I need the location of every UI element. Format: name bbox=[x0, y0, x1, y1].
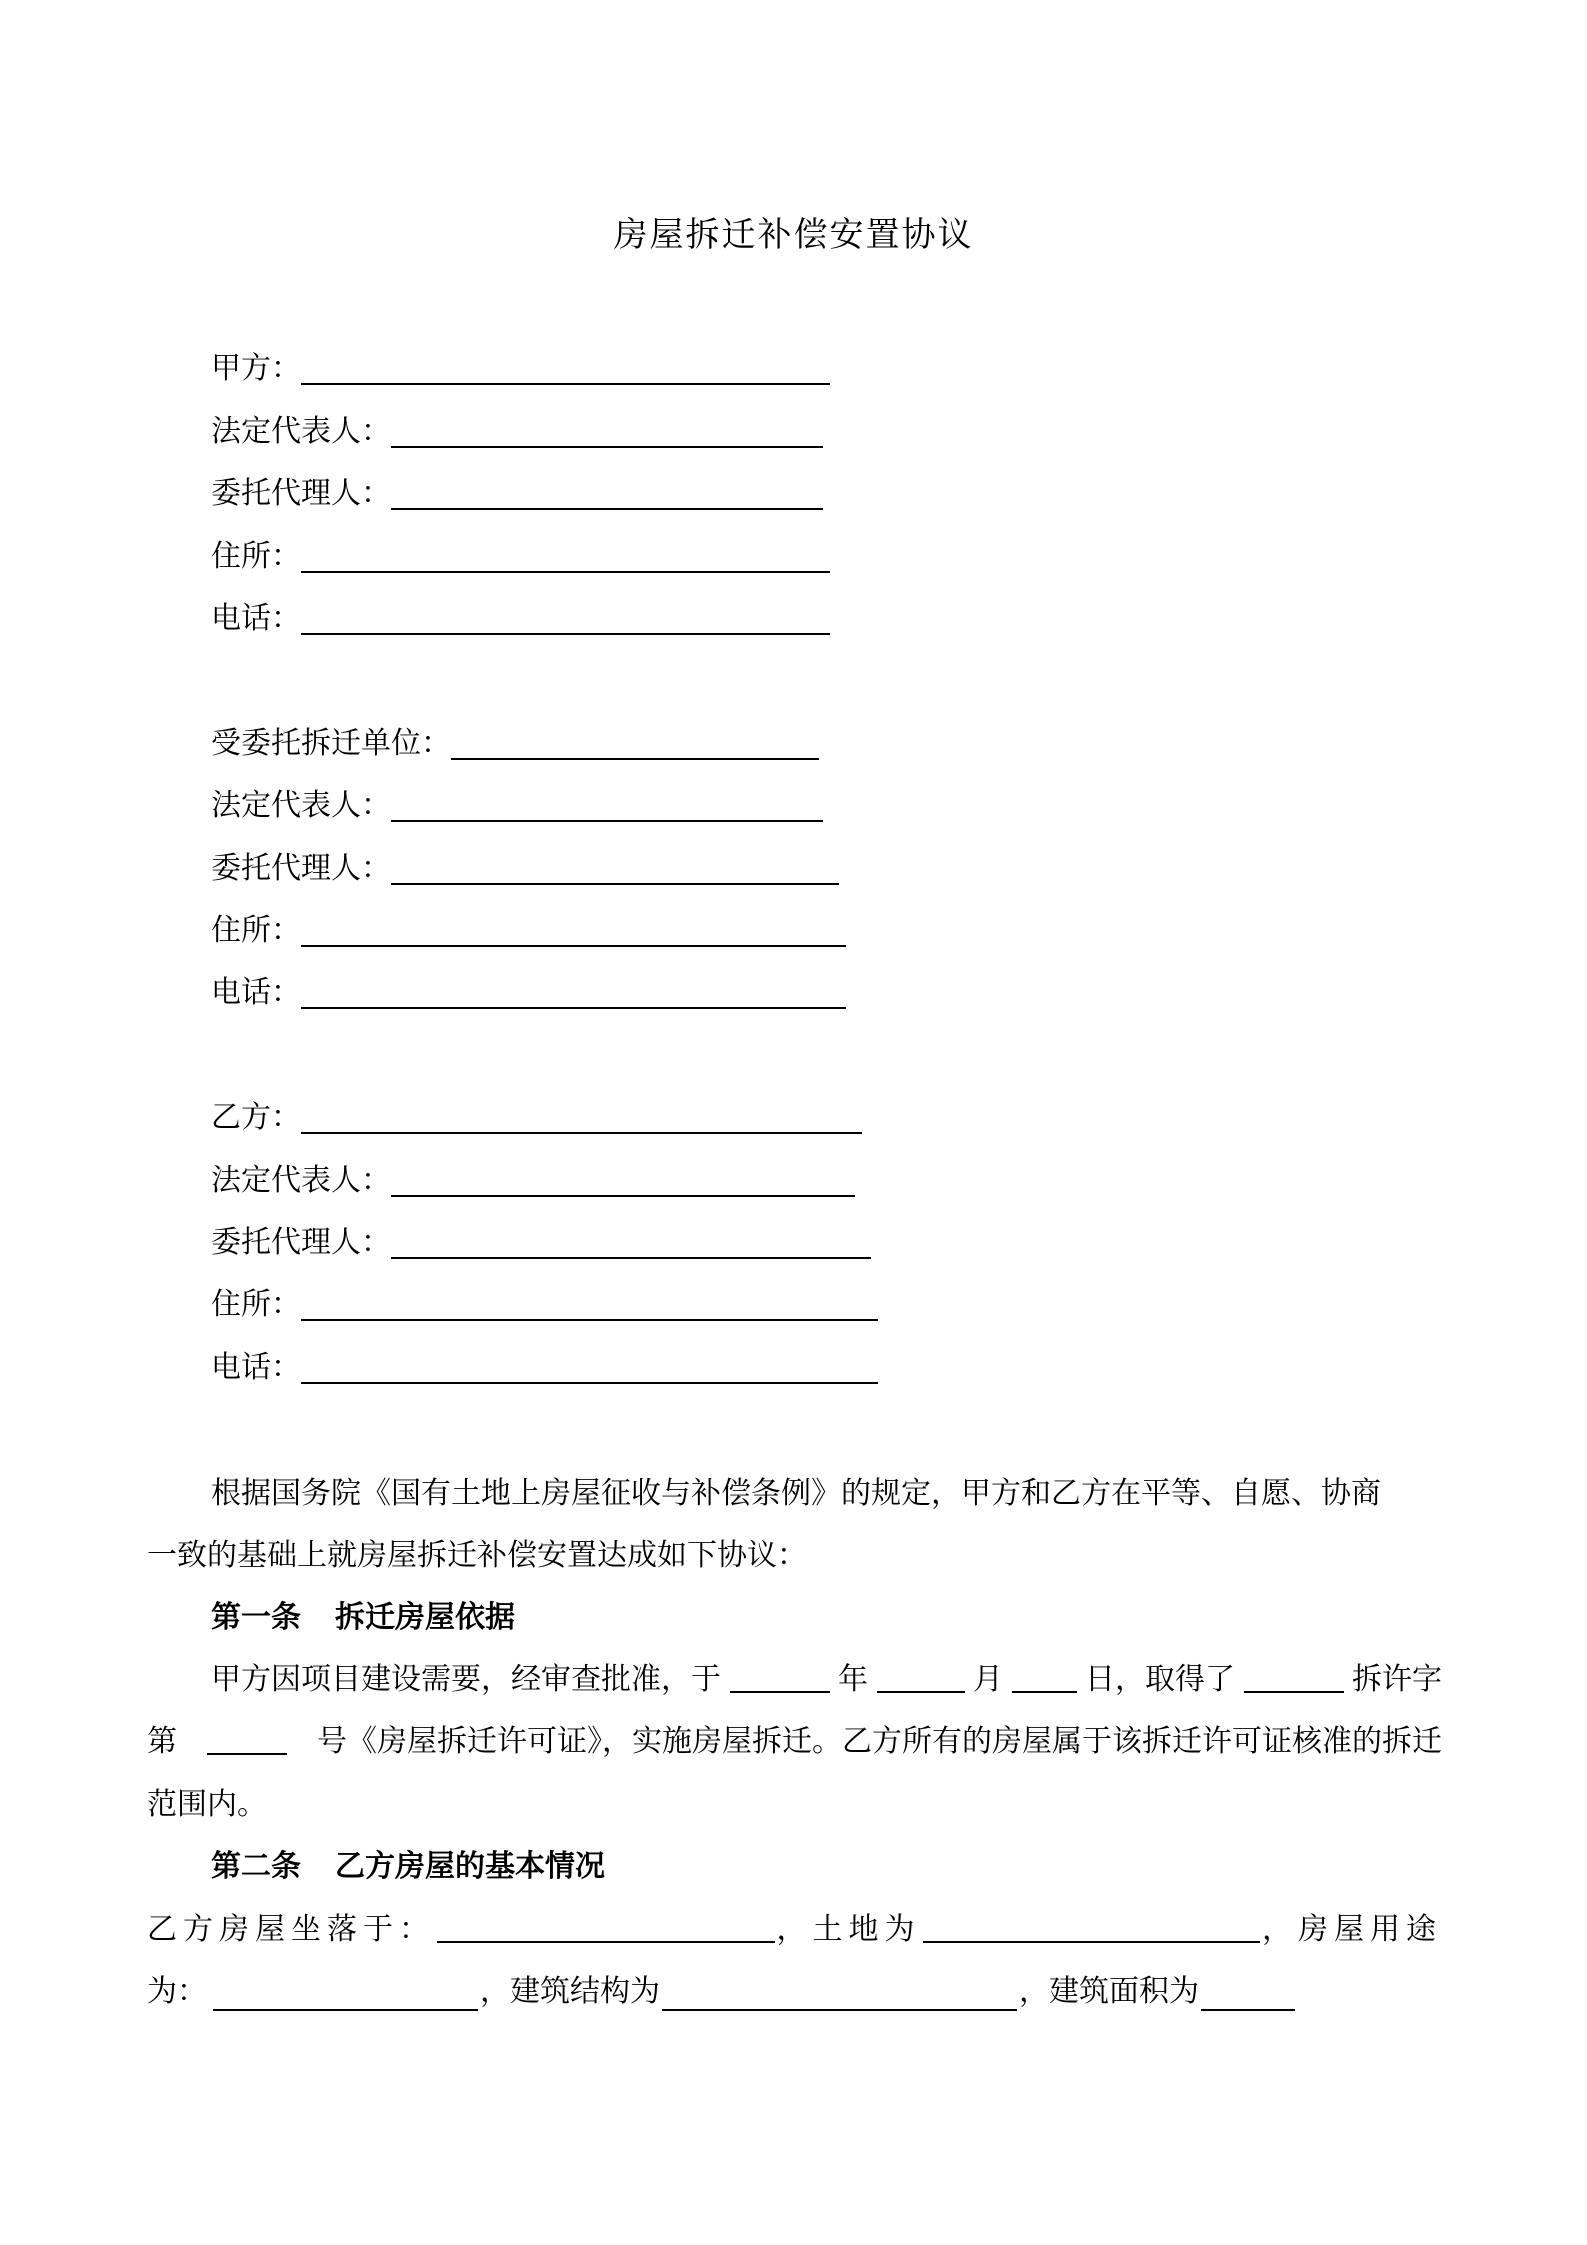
text: ，建筑结构为 bbox=[480, 1974, 660, 2009]
building-area-blank[interactable] bbox=[1201, 1979, 1295, 2011]
party-b-name-field[interactable] bbox=[301, 1132, 862, 1134]
party-b-address-row bbox=[211, 1284, 878, 1324]
field-label: 电话： bbox=[211, 601, 301, 636]
field-label: 法定代表人： bbox=[211, 414, 391, 449]
article-1-number: 第一条 bbox=[211, 1600, 301, 1635]
field-label: 住所： bbox=[211, 539, 301, 574]
field-label: 住所： bbox=[211, 1287, 301, 1322]
article-1-line-1 bbox=[211, 1661, 1442, 1699]
demolition-unit-agent-field[interactable] bbox=[391, 883, 839, 885]
demolition-unit-agent-row bbox=[211, 848, 839, 888]
permit-prefix-blank[interactable] bbox=[1244, 1661, 1344, 1693]
field-label: 电话： bbox=[211, 975, 301, 1010]
party-a-address-row bbox=[211, 536, 830, 576]
demolition-unit-address-row bbox=[211, 910, 846, 950]
text: 甲方因项目建设需要，经审查批准，于 bbox=[211, 1662, 721, 1697]
building-structure-blank[interactable] bbox=[662, 1979, 1017, 2011]
field-label: 受委托拆迁单位： bbox=[211, 726, 451, 761]
party-a-agent-row bbox=[211, 473, 823, 513]
party-a-legal-rep-row bbox=[211, 411, 823, 451]
article-1-heading bbox=[211, 1599, 1442, 1637]
field-label: 法定代表人： bbox=[211, 1163, 391, 1198]
party-b-address-field[interactable] bbox=[301, 1319, 878, 1321]
party-a-agent-field[interactable] bbox=[391, 508, 823, 510]
party-a-name-field[interactable] bbox=[301, 383, 830, 385]
field-label: 委托代理人： bbox=[211, 476, 391, 511]
party-b-phone-row bbox=[211, 1347, 878, 1387]
text: 日，取得了 bbox=[1085, 1662, 1235, 1697]
party-a-name-row bbox=[211, 348, 830, 388]
text: ，建筑面积为 bbox=[1019, 1974, 1199, 2009]
text: 第 bbox=[147, 1724, 177, 1759]
article-2-title: 乙方房屋的基本情况 bbox=[335, 1849, 605, 1884]
text: ，土地为 bbox=[776, 1912, 921, 1947]
demolition-unit-legal-rep-field[interactable] bbox=[391, 820, 823, 822]
field-label: 乙方： bbox=[211, 1100, 301, 1135]
field-label: 委托代理人： bbox=[211, 851, 391, 886]
approval-month-blank[interactable] bbox=[877, 1661, 965, 1693]
article-1-title: 拆迁房屋依据 bbox=[335, 1600, 515, 1635]
article-1-line-2 bbox=[147, 1723, 1442, 1761]
article-2-number: 第二条 bbox=[211, 1849, 301, 1884]
approval-day-blank[interactable] bbox=[1012, 1661, 1077, 1693]
demolition-unit-name-row bbox=[211, 723, 819, 763]
demolition-unit-legal-rep-row bbox=[211, 785, 823, 825]
text: 拆许字 bbox=[1352, 1662, 1442, 1697]
text: 年 bbox=[838, 1662, 868, 1697]
article-2-line-2 bbox=[147, 1973, 1442, 2011]
property-usage-blank[interactable] bbox=[213, 1979, 478, 2011]
party-a-phone-row bbox=[211, 598, 830, 638]
field-label: 住所： bbox=[211, 913, 301, 948]
party-b-agent-row bbox=[211, 1222, 871, 1262]
party-a-phone-field[interactable] bbox=[301, 633, 830, 635]
demolition-unit-phone-field[interactable] bbox=[301, 1007, 846, 1009]
approval-year-blank[interactable] bbox=[730, 1661, 830, 1693]
text: 乙方房屋坐落于： bbox=[147, 1912, 435, 1947]
party-a-address-field[interactable] bbox=[301, 571, 830, 573]
article-2-heading bbox=[211, 1848, 1442, 1886]
party-b-name-row bbox=[211, 1097, 862, 1137]
text: 为： bbox=[147, 1974, 207, 2009]
field-label: 法定代表人： bbox=[211, 788, 391, 823]
article-2-line-1 bbox=[147, 1911, 1442, 1949]
text: 月 bbox=[973, 1662, 1003, 1697]
party-a-legal-rep-field[interactable] bbox=[391, 446, 823, 448]
permit-number-blank[interactable] bbox=[207, 1723, 287, 1755]
text: ，房屋用途 bbox=[1262, 1912, 1442, 1947]
party-b-legal-rep-row bbox=[211, 1160, 855, 1200]
property-location-blank[interactable] bbox=[437, 1911, 775, 1943]
demolition-unit-name-field[interactable] bbox=[451, 758, 819, 760]
land-type-blank[interactable] bbox=[923, 1911, 1261, 1943]
document-title: 房屋拆迁补偿安置协议 bbox=[613, 215, 974, 255]
field-label: 甲方： bbox=[211, 351, 301, 386]
demolition-unit-address-field[interactable] bbox=[301, 945, 846, 947]
demolition-unit-phone-row bbox=[211, 972, 846, 1012]
article-1-line-3: 范围内。 bbox=[147, 1787, 267, 1822]
field-label: 电话： bbox=[211, 1350, 301, 1385]
preamble-line-2: 一致的基础上就房屋拆迁补偿安置达成如下协议： bbox=[147, 1538, 807, 1573]
field-label: 委托代理人： bbox=[211, 1225, 391, 1260]
party-b-agent-field[interactable] bbox=[391, 1257, 871, 1259]
party-b-phone-field[interactable] bbox=[301, 1382, 878, 1384]
party-b-legal-rep-field[interactable] bbox=[391, 1195, 855, 1197]
preamble-line-1: 根据国务院《国有土地上房屋征收与补偿条例》的规定，甲方和乙方在平等、自愿、协商 bbox=[211, 1476, 1381, 1511]
text: 号《房屋拆迁许可证》，实施房屋拆迁。乙方所有的房屋属于该拆迁许可证核准的拆迁 bbox=[317, 1724, 1442, 1759]
